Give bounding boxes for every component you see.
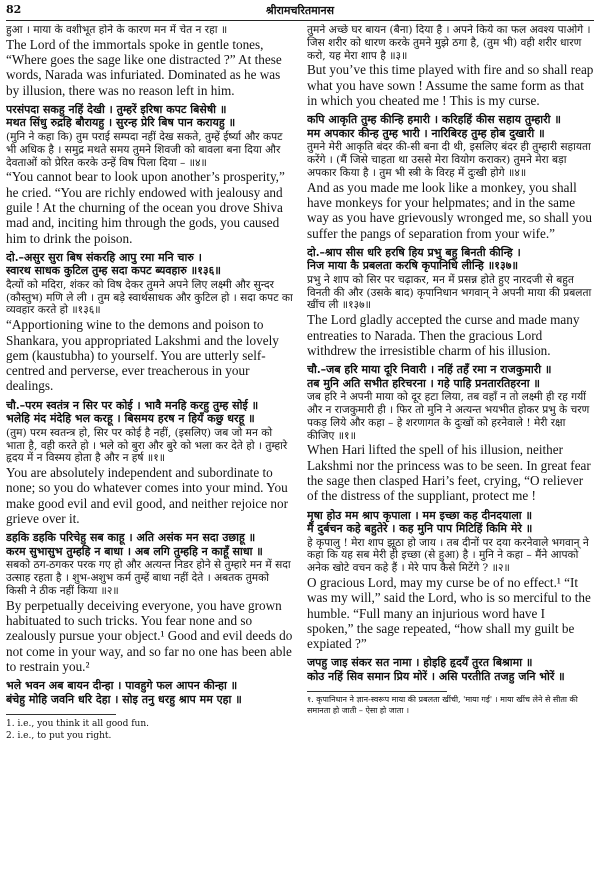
verse-line: स्वारथ साधक कुटिल तुम्ह सदा कपट ब्यवहारु ॥१३६॥ [6,264,221,278]
running-title: श्रीरामचरितमानस [265,4,335,17]
english-translation: But you’ve this time played with fire and so shall reap what you have sown ! Assume the same form as that in which you cheated me ! This is my curse. [307,62,594,108]
verse-line: चौ.–परम स्वतंत्र न सिर पर कोई । भावै मनहि करहु तुम्ह सोई ॥ [6,398,259,412]
left-footnotes [6,718,293,742]
verse-line: मैं दुर्बचन कहे बहुतेरे । कह मुनि पाप मिटिहिं किमि मेरे ॥ [307,522,533,536]
footnote: १. कृपानिधान ने ज्ञान-स्वरूप माया की प्रबलता खींची, 'माया गई' । माया खींच लेने से सीता की समानता हो जाती – ऐसा हो जाता । [307,695,578,715]
verse-line: निज माया कै प्रबलता करषि कृपानिधि लीन्हि ॥१३७॥ [307,259,519,273]
english-translation: And as you made me look like a monkey, you shall have monkeys for your helpmates; and in the same way as you have grievously wronged me, so shall you suffer the pangs of separation from your wife.” [307,179,592,241]
verse-line: कोउ नहिं सिव समान प्रिय मोरें । असि परतीति तजहु जनि भोरें ॥ [307,669,565,683]
verse-line: कपि आकृति तुम्ह कीन्हि हमारी । करिहहिं कीस सहाय तुम्हारी ॥ [307,113,561,127]
english-translation: “You cannot bear to look upon another’s prosperity,” he cried. “You are richly endowed with jealousy and guile ! At the churning of the ocean you drove Shiva mad and, inciting him through the gods, you caused him to drink the poison. [6,169,285,246]
hindi-commentary: तुमने अच्छे घर बायन (बैना) दिया है । अपने किये का फल अवश्य पाओगे । जिस शरीर को धारण करके तुमने मुझे ठगा है, (तुम भी) वही शरीर धारण करो, यह मेरा शाप है ॥३॥ [307,24,591,62]
verse-line: दो.–श्राप सीस धरि हरषि हिय प्रभु बहु बिनती कीन्हि । [307,245,521,259]
verse-line: परसंपदा सकहु नहिं देखी । तुम्हरें इरिषा कपट बिसेषी ॥ [6,102,227,116]
hindi-commentary: दैत्यों को मदिरा, शंकर को विष देकर तुमने अपने लिए लक्ष्मी और सुन्दर (कौस्तुभ) मणि ले ली । तुम बड़े स्वार्थसाधक और कुटिल हो । सदा कपट का व्यवहार करते हो ॥१३६॥ [6,278,293,317]
english-translation: The Lord gladly accepted the curse and made many entreaties to Narada. Then the gracious Lord withdrew the irresistible charm of his illusion. [307,312,580,358]
hindi-commentary: जब हरि ने अपनी माया को दूर हटा लिया, तब वहाँ न तो लक्ष्मी ही रह गयीं और न राजकुमारी ही । फिर तो मुनि ने अत्यन्त भयभीत होकर प्रभु के चरण पकड़ लिये और कहा – हे शरणागत के दुःखों को हरनेवाले ! मेरी रक्षा कीजिए ॥१॥ [307,391,590,442]
verse-line: मम अपकार कीन्ह तुम्ह भारी । नारिबिरह तुम्ह होब दुखारी ॥ [307,126,545,140]
verse-line: मृषा होउ मम श्राप कृपाला । मम इच्छा कह दीनदयाला ॥ [307,508,533,522]
footnote: 1. i.e., you think it all good fun. [6,719,150,730]
footnote: 2. i.e., to put you right. [6,731,112,742]
verse-line: जपहु जाइ संकर सत नामा । होइहि हृदयँ तुरत बिश्रामा ॥ [307,656,533,670]
verse-line: बंचेहु मोहि जवनि धरि देहा । सोइ तनु धरहु श्राप मम एहा ॥ [6,692,242,706]
verse-line: दो.–असुर सुरा बिष संकरहि आपु रमा मनि चारु । [6,250,202,264]
hindi-commentary: प्रभु ने शाप को सिर पर चढ़ाकर, मन में प्रसन्न होते हुए नारदजी से बहुत विनती की और (उसके बाद) कृपानिधान भगवान् ने अपनी माया की प्रबलता खींच ली ॥१३७॥ [307,273,592,312]
left-column [6,24,293,742]
verse-line: भलेहि मंद मंदेहि भल करहू । बिसमय हरष न हियँ कछु धरहू ॥ [6,412,255,426]
header-rule [6,20,594,21]
verse-line: चौ.–जब हरि माया दूरि निवारी । नहिं तहँ रमा न राजकुमारी ॥ [307,363,552,377]
right-column [307,24,594,716]
verse-line: तब मुनि अति सभीत हरिचरना । गहे पाहि प्रनतारतिहरना ॥ [307,376,540,390]
verse-line: करम सुभासुभ तुम्हहि न बाधा । अब लगि तुम्हहि न काहूँ साधा ॥ [6,544,263,558]
hindi-commentary: सबको ठग-ठगकर परक गए हो और अत्यन्त निडर होने से तुम्हारे मन में सदा उत्साह रहता है । शुभ-अशुभ कर्म तुम्हें बाधा नहीं देते । अबतक तुमको किसी ने ठीक नहीं किया ॥२॥ [6,559,291,597]
footnote-rule [6,714,116,715]
page-header [6,3,594,19]
page-number: 82 [6,3,22,16]
verse-line: मथत सिंधु रुद्रहि बौरायहु । सुरन्ह प्रेरि बिष पान करायहु ॥ [6,116,236,130]
footnote-rule [307,691,447,692]
hindi-commentary: (तुम) परम स्वतन्त्र हो, सिर पर कोई है नहीं, (इसलिए) जब जो मन को भाता है, वही करते हो । भले को बुरा और बुरे को भला कर देते हो । तुम्हारे हृदय में न विस्मय होता है और न हर्ष ॥१॥ [6,426,288,465]
english-translation: You are absolutely independent and subordinate to none; so you do whatever comes into your mind. You make good evil and evil good, and neither rejoice nor grieve over it. [6,465,288,527]
hindi-commentary: हुआ । माया के वशीभूत होने के कारण मन में चेत न रहा ॥ [6,24,228,36]
right-footnotes [307,695,594,716]
right-column-text [307,24,594,683]
english-translation: The Lord of the immortals spoke in gentle tones, “Where goes the sage like one distracted ?” At these words, Narada was infuriated. Dominated as he was by illusion, there was no reason left in him. [6,36,282,98]
hindi-commentary: हे कृपालु ! मेरा शाप झूठा हो जाय । तब दीनों पर दया करनेवाले भगवान् ने कहा कि यह सब मेरी ही इच्छा (से हुआ) है । मुनि ने कहा – मैंने आपको अनेक खोटे वचन कहे हैं । मेरे पाप कैसे मिटेंगे ? ॥२॥ [307,536,589,575]
english-translation: O gracious Lord, may my curse be of no effect.¹ “It was my will,” said the Lord, who is so merciful to the humble. “Full many an injurious word have I spoken,” the sage repeated, “how shall my guilt be expiated ?” [307,574,591,652]
hindi-commentary: (मुनि ने कहा कि) तुम पराई सम्पदा नहीं देख सकते, तुम्हें ईर्ष्या और कपट भी अधिक है । समुद्र मथते समय तुमने शिवजी को बावला बना दिया और देवताओं को प्रेरित करके उन्हें विष पिला दिया – ॥४॥ [6,130,283,169]
english-translation: “Apportioning wine to the demons and poison to Shankara, you appropriated Lakshmi and the lovely gem (kaustubha) to yourself. You are utterly self-centred and perverse, ever treacherous in your dealings. [6,317,279,394]
left-column-text [6,24,293,706]
english-translation: When Hari lifted the spell of his illusion, neither Lakshmi nor the princess was to be seen. In great fear the sage then clasped Hari’s feet, crying, “O reliever of the distress of the suppliant, protect me ! [307,442,591,504]
english-translation: By perpetually deceiving everyone, you have grown habituated to such tricks. You fear none and so zealously pursue your object.¹ Good and evil deeds do not come in your way, and so far no one has been able to restrain you.² [6,597,293,674]
verse-line: डहकि डहकि परिचेहु सब काहू । अति असंक मन सदा उछाहू ॥ [6,531,256,545]
hindi-commentary: तुमने मेरी आकृति बंदर की-सी बना दी थी, इसलिए बंदर ही तुम्हारी सहायता करेंगे । (मैं जिसे चाहता था उससे मेरा वियोग कराकर) तुमने मेरा बड़ा अपकार किया है । तुम भी स्त्री के विरह में दुःखी होगे ॥४॥ [307,141,591,179]
verse-line: भले भवन अब बायन दीन्हा । पावहुगे फल आपन कीन्हा ॥ [6,679,238,693]
